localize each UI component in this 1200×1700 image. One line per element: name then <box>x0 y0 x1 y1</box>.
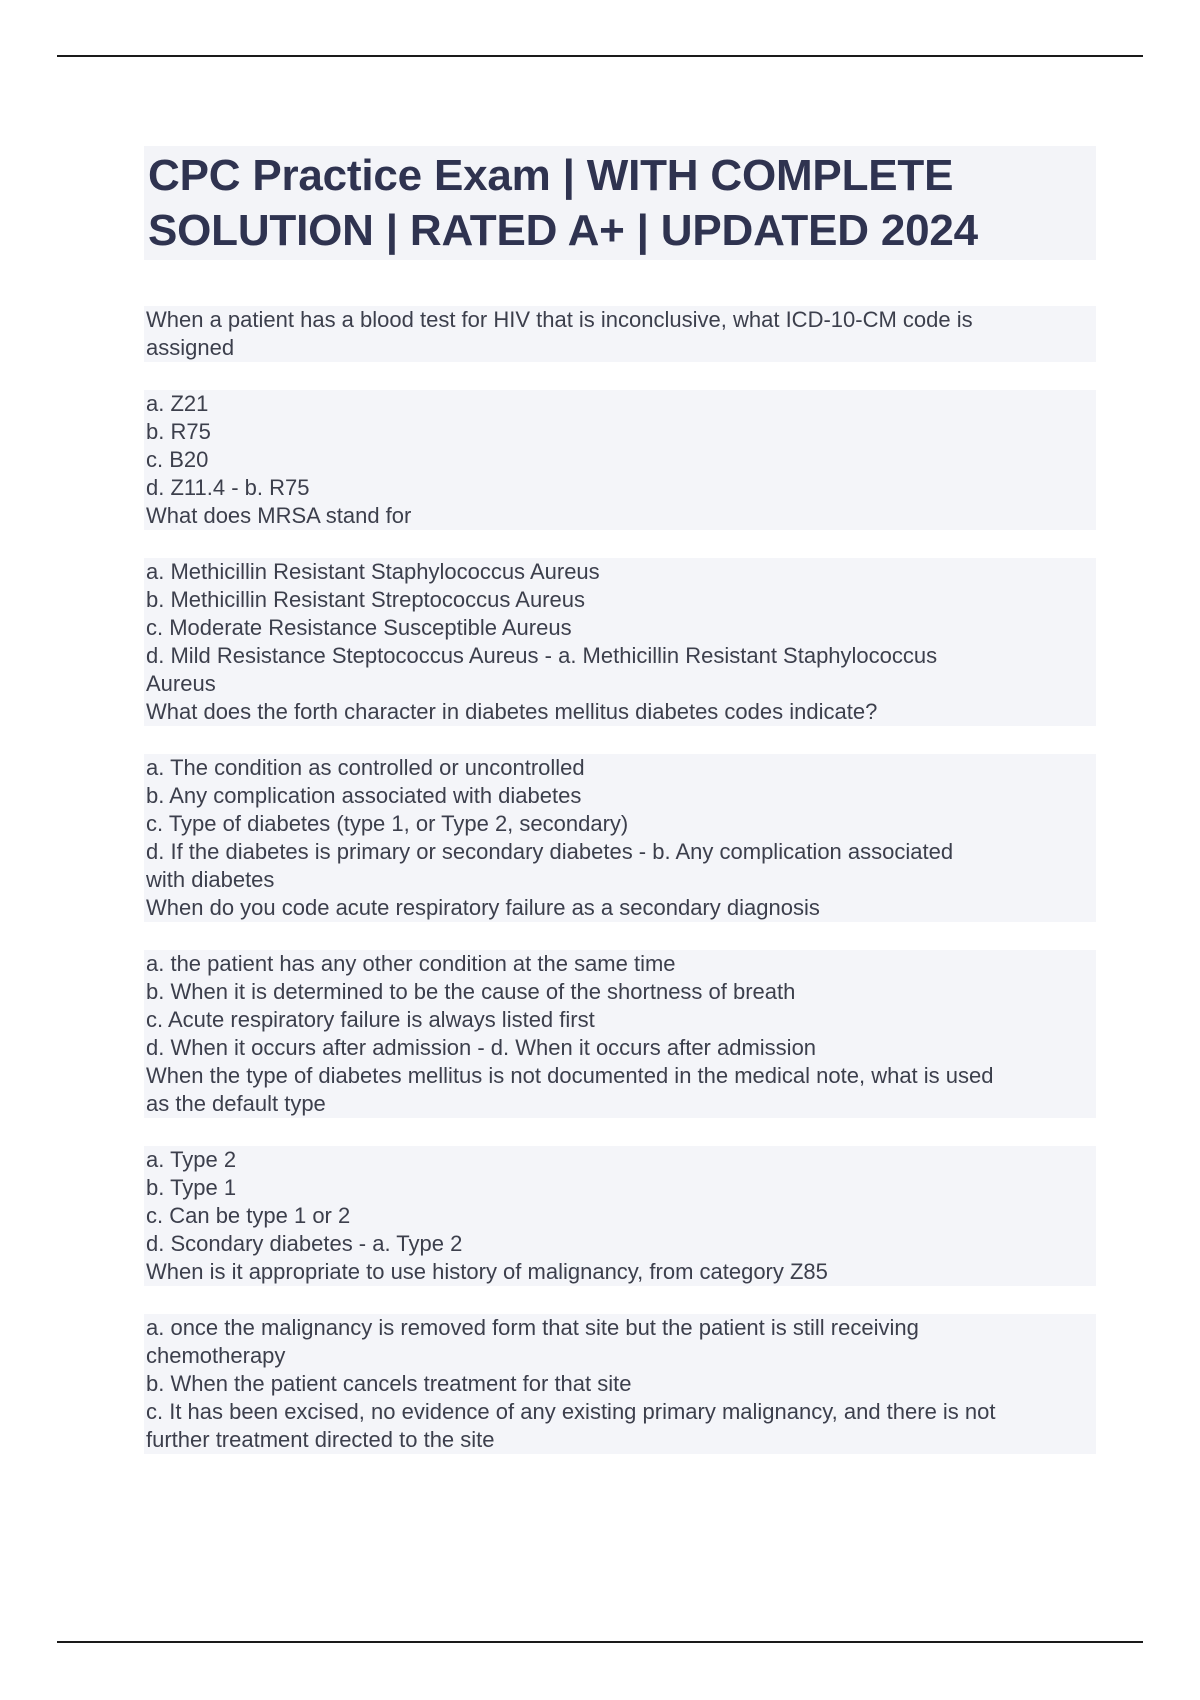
title-line: CPC Practice Exam | WITH COMPLETE <box>148 151 954 200</box>
answer-option: c. Type of diabetes (type 1, or Type 2, secondary) <box>144 810 1096 838</box>
answer-option-with-answer: Aureus <box>144 670 1096 698</box>
answer-option: a. the patient has any other condition at the same time <box>144 950 1096 978</box>
answer-option-with-answer: d. When it occurs after admission - d. When it occurs after admission <box>144 1034 1096 1062</box>
answer-option-with-answer: d. Scondary diabetes - a. Type 2 <box>144 1230 1096 1258</box>
answer-option: b. R75 <box>144 418 1096 446</box>
question-text: as the default type <box>144 1090 1096 1118</box>
answer-option: a. Type 2 <box>144 1146 1096 1174</box>
answer-option: b. When it is determined to be the cause of the shortness of breath <box>144 978 1096 1006</box>
answer-option: c. Moderate Resistance Susceptible Aureus <box>144 614 1096 642</box>
document-body <box>146 306 1096 1454</box>
answer-option: c. It has been excised, no evidence of any existing primary malignancy, and there is not <box>144 1398 1096 1426</box>
answer-option: b. Type 1 <box>144 1174 1096 1202</box>
question-text: What does the forth character in diabetes mellitus diabetes codes indicate? <box>144 698 1096 726</box>
answer-option: c. B20 <box>144 446 1096 474</box>
answer-option: c. Acute respiratory failure is always listed first <box>144 1006 1096 1034</box>
answer-option: further treatment directed to the site <box>144 1426 1096 1454</box>
answer-option: a. Z21 <box>144 390 1096 418</box>
answer-option: a. The condition as controlled or uncontrolled <box>144 754 1096 782</box>
answer-option: chemotherapy <box>144 1342 1096 1370</box>
answer-option: a. Methicillin Resistant Staphylococcus Aureus <box>144 558 1096 586</box>
question-text: When do you code acute respiratory failure as a secondary diagnosis <box>144 894 1096 922</box>
answer-option: b. When the patient cancels treatment for that site <box>144 1370 1096 1398</box>
answer-option: b. Methicillin Resistant Streptococcus Aureus <box>144 586 1096 614</box>
header-rule <box>57 55 1143 57</box>
question-text: What does MRSA stand for <box>144 502 1096 530</box>
answer-option: c. Can be type 1 or 2 <box>144 1202 1096 1230</box>
question-text: assigned <box>144 334 1096 362</box>
question-text: When a patient has a blood test for HIV that is inconclusive, what ICD-10-CM code is <box>144 306 1096 334</box>
title-line: SOLUTION | RATED A+ | UPDATED 2024 <box>148 206 978 255</box>
answer-option-with-answer: with diabetes <box>144 866 1096 894</box>
document-content <box>146 146 1096 1454</box>
document-title <box>144 146 1096 260</box>
answer-option-with-answer: d. Z11.4 - b. R75 <box>144 474 1096 502</box>
question-text: When is it appropriate to use history of malignancy, from category Z85 <box>144 1258 1096 1286</box>
answer-option: a. once the malignancy is removed form that site but the patient is still receiving <box>144 1314 1096 1342</box>
answer-option: b. Any complication associated with diabetes <box>144 782 1096 810</box>
question-text: When the type of diabetes mellitus is not documented in the medical note, what is used <box>144 1062 1096 1090</box>
answer-option-with-answer: d. If the diabetes is primary or secondary diabetes - b. Any complication associated <box>144 838 1096 866</box>
footer-rule <box>57 1641 1143 1643</box>
answer-option-with-answer: d. Mild Resistance Steptococcus Aureus - a. Methicillin Resistant Staphylococcus <box>144 642 1096 670</box>
